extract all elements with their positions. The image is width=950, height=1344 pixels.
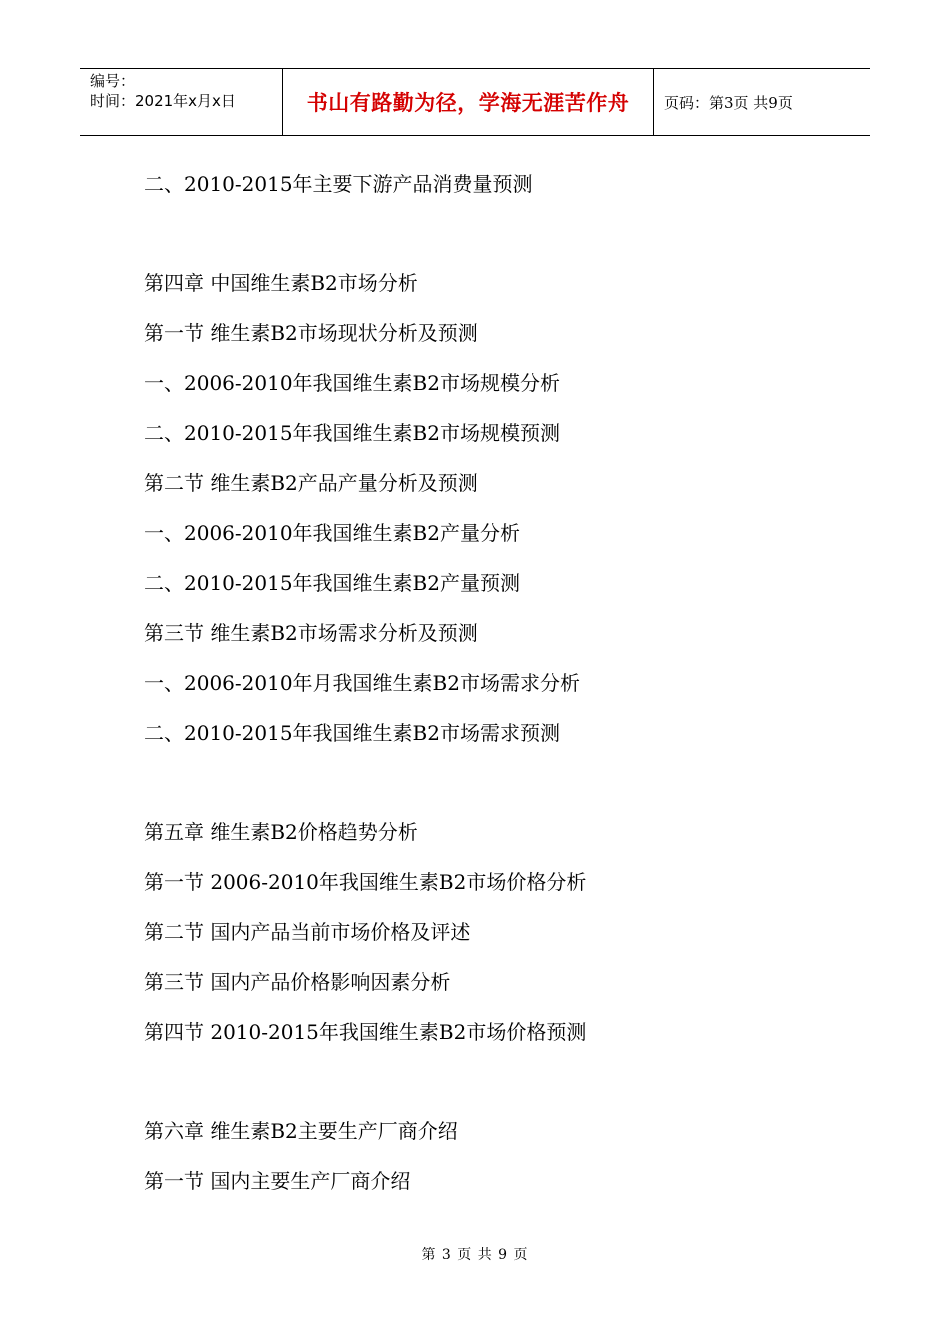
toc-line: 第一节 国内主要生产厂商介绍 — [144, 1169, 411, 1193]
toc-line: 第二节 维生素B2产品产量分析及预测 — [144, 471, 478, 495]
header-meta — [80, 69, 282, 135]
page-footer: 第 3 页 共 9 页 — [421, 1247, 529, 1263]
toc-line: 第一节 维生素B2市场现状分析及预测 — [144, 321, 478, 345]
toc-line: 第四节 2010-2015年我国维生素B2市场价格预测 — [144, 1020, 587, 1044]
toc-line: 二、2010-2015年我国维生素B2产量预测 — [144, 571, 520, 595]
toc-line: 第三节 国内产品价格影响因素分析 — [144, 970, 451, 994]
number-label: 编号： — [90, 72, 136, 90]
time-label: 时间：2021年x月x日 — [90, 92, 236, 110]
toc-line: 第六章 维生素B2主要生产厂商介绍 — [144, 1119, 458, 1143]
toc-line: 第一节 2006-2010年我国维生素B2市场价格分析 — [144, 870, 587, 894]
toc-line: 第二节 国内产品当前市场价格及评述 — [144, 920, 471, 944]
toc-line: 二、2010-2015年主要下游产品消费量预测 — [144, 172, 533, 196]
toc-list — [144, 166, 864, 1213]
toc-line: 二、2010-2015年我国维生素B2市场需求预测 — [144, 721, 560, 745]
toc-line: 第五章 维生素B2价格趋势分析 — [144, 820, 418, 844]
toc-line: 第四章 中国维生素B2市场分析 — [144, 271, 418, 295]
toc-line: 一、2006-2010年我国维生素B2市场规模分析 — [144, 371, 560, 395]
header-motto: 书山有路勤为径，学海无涯苦作舟 — [282, 69, 654, 135]
toc-line: 一、2006-2010年我国维生素B2产量分析 — [144, 521, 520, 545]
page-header — [80, 68, 870, 136]
toc-line: 二、2010-2015年我国维生素B2市场规模预测 — [144, 421, 560, 445]
toc-line: 一、2006-2010年月我国维生素B2市场需求分析 — [144, 671, 580, 695]
header-page-info: 页码：第3页 共9页 — [664, 93, 793, 112]
toc-line: 第三节 维生素B2市场需求分析及预测 — [144, 621, 478, 645]
